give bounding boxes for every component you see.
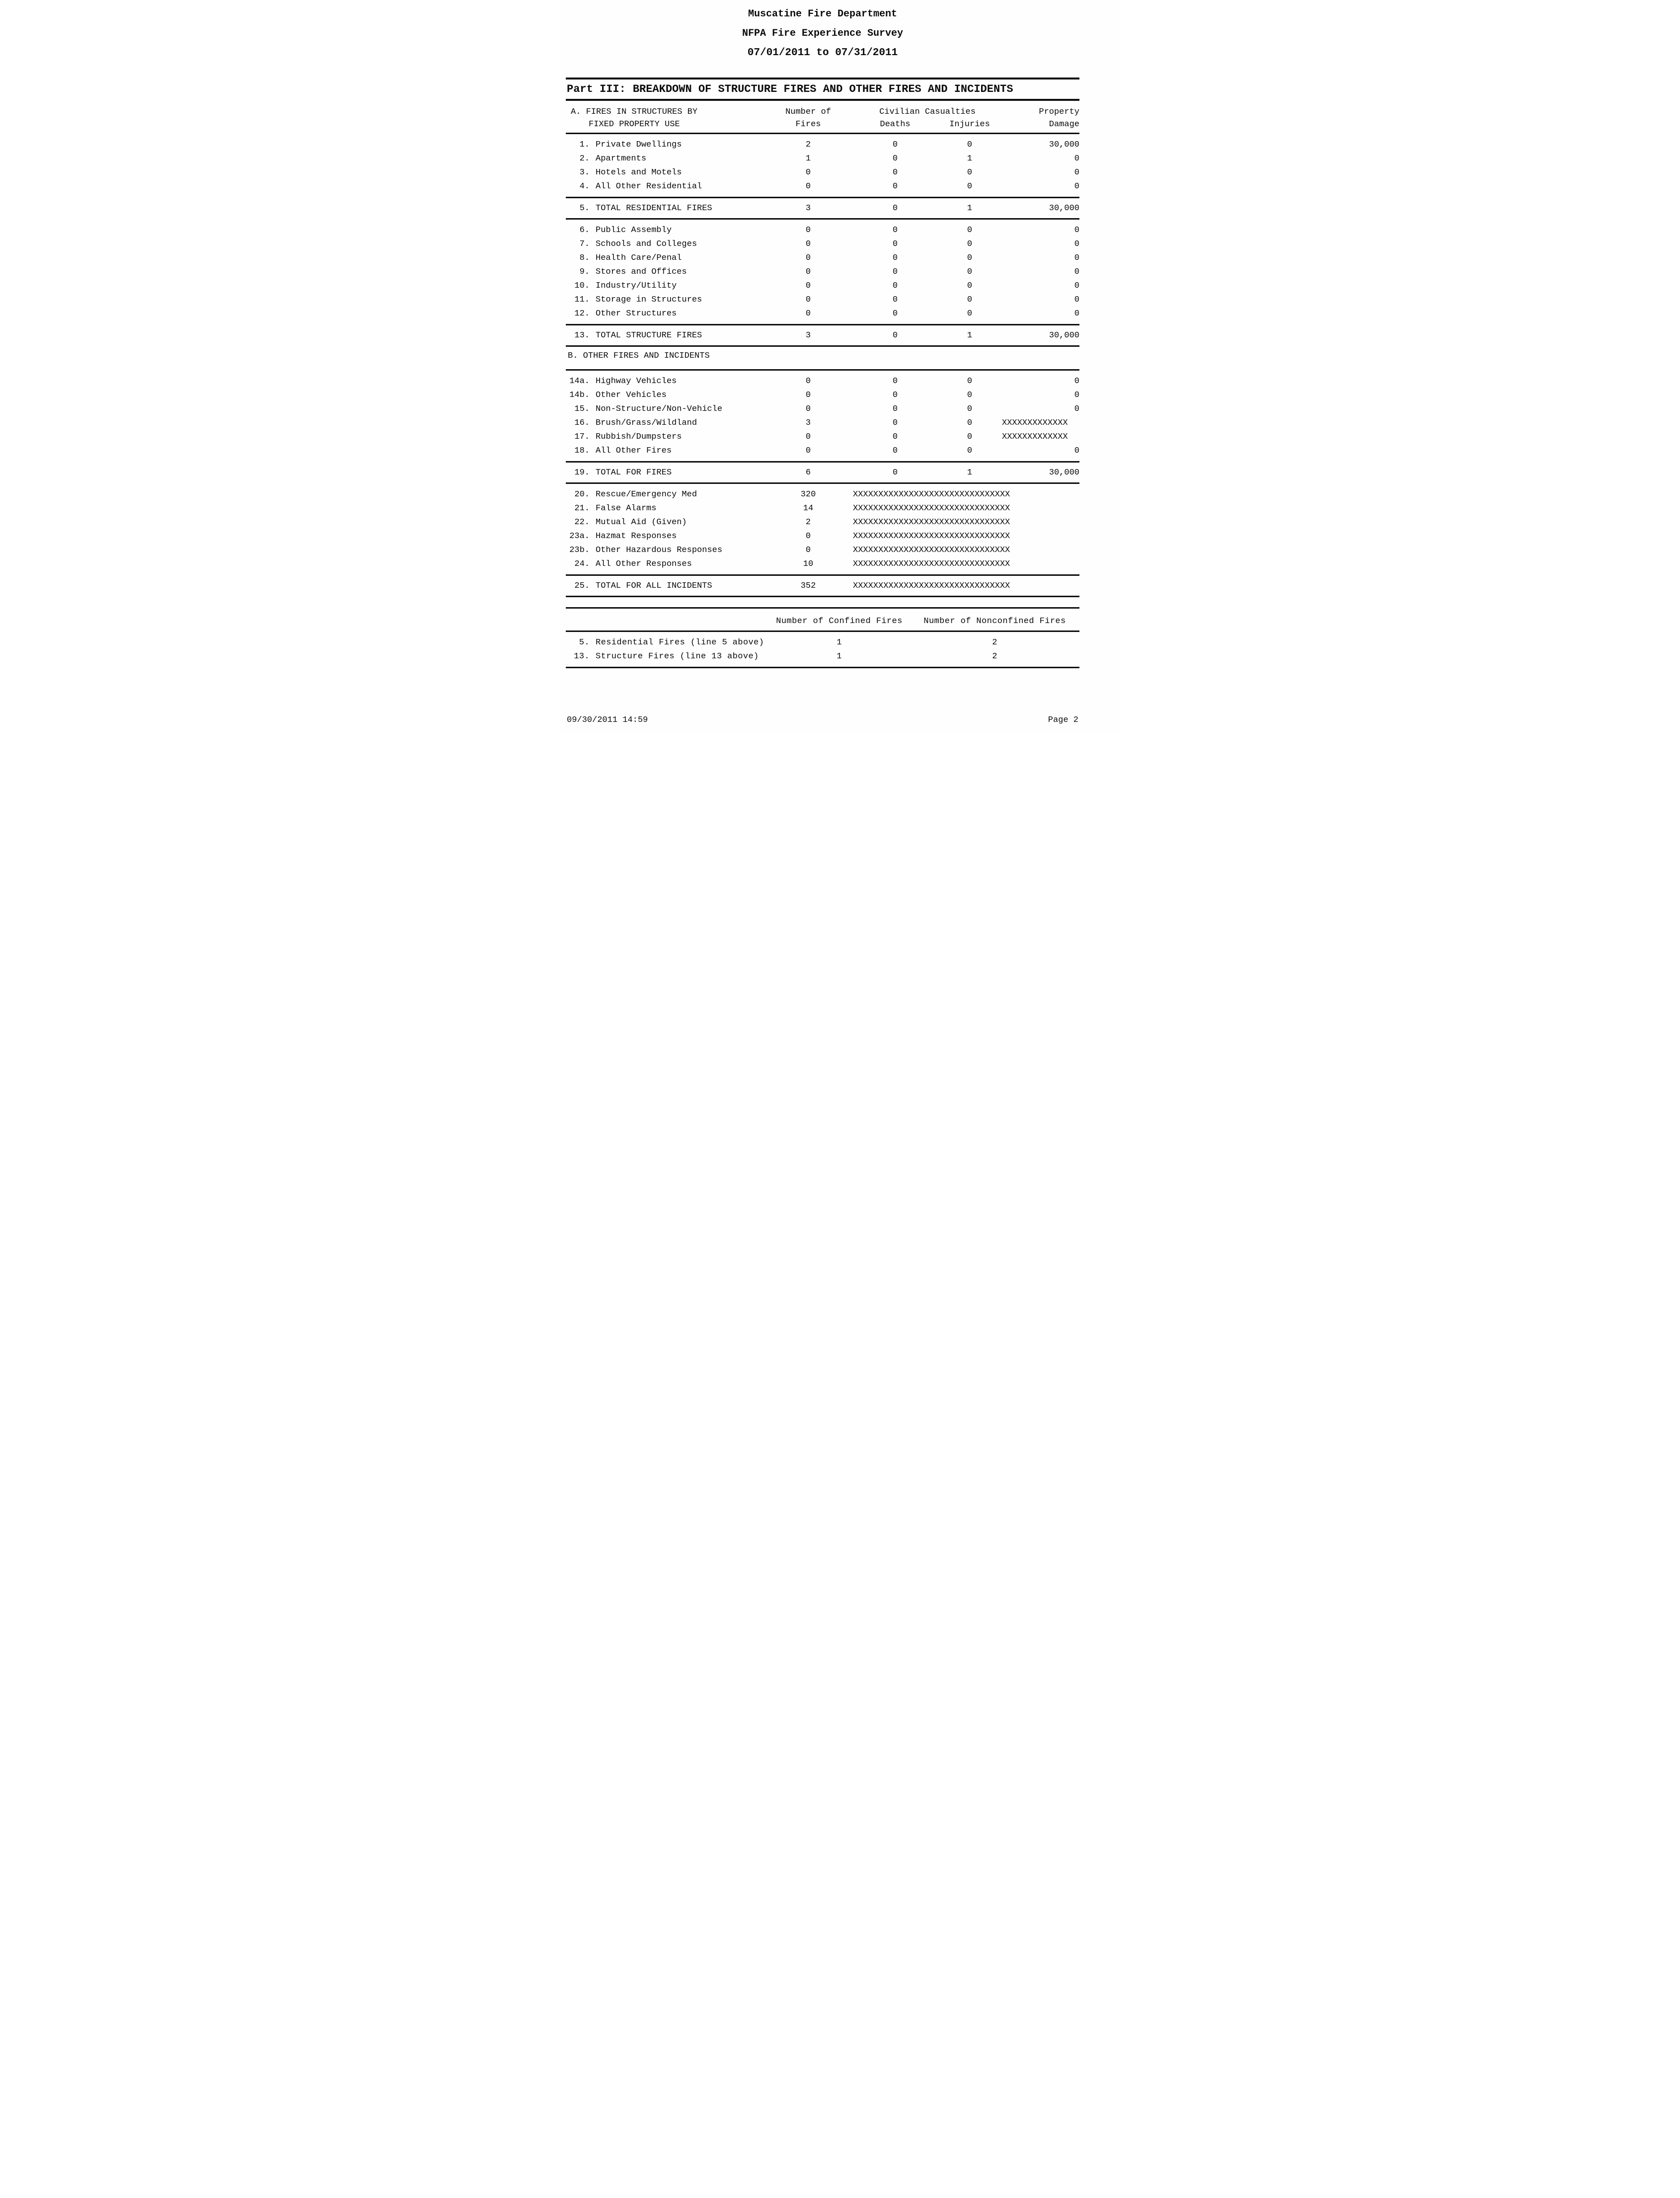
- table-row: [566, 557, 1079, 571]
- injuries-value: 0: [967, 446, 973, 456]
- row-num: 14b.: [569, 390, 590, 400]
- fires-value: 3: [805, 330, 811, 340]
- damage-value: 0: [1074, 376, 1079, 386]
- deaths-value: 0: [892, 267, 898, 277]
- total-all-incidents: [566, 576, 1079, 596]
- row-num: 12.: [574, 309, 590, 318]
- damage-value: 0: [1074, 404, 1079, 414]
- table-row: [566, 374, 1079, 388]
- row-label: TOTAL STRUCTURE FIRES: [596, 330, 702, 340]
- deaths-value: 0: [892, 154, 898, 163]
- table-row: [566, 543, 1079, 557]
- part3-heading: [566, 79, 1079, 99]
- table-row: [566, 649, 1079, 663]
- row-num: 10.: [574, 281, 590, 291]
- confined-table-headers: [566, 609, 1079, 630]
- table-row: [566, 293, 1079, 307]
- fires-value: 0: [805, 309, 811, 318]
- row-num: 5.: [579, 203, 590, 213]
- damage-value: 0: [1074, 225, 1079, 235]
- table-row: [566, 237, 1079, 251]
- deaths-value: 0: [892, 239, 898, 249]
- row-label: Highway Vehicles: [596, 376, 677, 386]
- incident-rows: [566, 484, 1079, 574]
- row-num: 25.: [574, 581, 590, 591]
- deaths-value: 0: [892, 203, 898, 213]
- injuries-value: 0: [967, 140, 973, 150]
- damage-value: 0: [1074, 281, 1079, 291]
- row-num: 14a.: [569, 376, 590, 386]
- deaths-value: 0: [892, 390, 898, 400]
- row-num: 24.: [574, 559, 590, 569]
- confined-value: 1: [837, 651, 842, 661]
- deaths-value: 0: [892, 309, 898, 318]
- deaths-value: 0: [892, 295, 898, 305]
- table-row: [566, 388, 1079, 402]
- row-label: Non-Structure/Non-Vehicle: [596, 404, 723, 414]
- deaths-value: 0: [892, 418, 898, 428]
- table-row: [566, 223, 1079, 237]
- row-label: Industry/Utility: [596, 281, 677, 291]
- fires-value: 0: [805, 404, 811, 414]
- damage-value: 30,000: [1049, 468, 1079, 477]
- table-row: [566, 635, 1079, 649]
- fires-value: 6: [805, 468, 811, 477]
- row-num: 13.: [574, 651, 590, 661]
- fires-value: 0: [805, 181, 811, 191]
- row-num: 22.: [574, 517, 590, 527]
- fires-value: 0: [805, 239, 811, 249]
- total-structure-fires: [566, 325, 1079, 345]
- damage-value: 0: [1074, 181, 1079, 191]
- table-row: [566, 251, 1079, 265]
- row-label: Storage in Structures: [596, 295, 702, 305]
- injuries-value: 0: [967, 281, 973, 291]
- row-num: 2.: [579, 154, 590, 163]
- part3-label: Part III:: [567, 83, 626, 95]
- deaths-value: 0: [892, 167, 898, 177]
- page-footer: [566, 715, 1079, 726]
- section-a-heading-line1: A. FIRES IN STRUCTURES BY: [571, 107, 698, 117]
- deaths-value: 0: [892, 253, 898, 263]
- section-a-heading-line2: FIXED PROPERTY USE: [589, 120, 680, 129]
- col-nonconfined-fires: Number of Nonconfined Fires: [923, 617, 1066, 626]
- table-row: [566, 430, 1079, 444]
- row-label: Other Vehicles: [596, 390, 667, 400]
- row-num: 19.: [574, 468, 590, 477]
- row-num: 17.: [574, 432, 590, 442]
- damage-value: XXXXXXXXXXXXX: [1002, 432, 1068, 442]
- col-property-damage: Property: [1039, 107, 1079, 117]
- fires-value: 0: [805, 253, 811, 263]
- injuries-value: 0: [967, 390, 973, 400]
- table-row: [566, 444, 1079, 458]
- damage-value: XXXXXXXXXXXXX: [1002, 418, 1068, 428]
- row-label: Hotels and Motels: [596, 167, 682, 177]
- row-label: All Other Responses: [596, 559, 692, 569]
- damage-value: 0: [1074, 295, 1079, 305]
- deaths-value: 0: [892, 181, 898, 191]
- row-label: Rubbish/Dumpsters: [596, 432, 682, 442]
- table-row: [566, 515, 1079, 529]
- filler-x: XXXXXXXXXXXXXXXXXXXXXXXXXXXXXXX: [853, 545, 1010, 555]
- count-value: 10: [803, 559, 814, 569]
- print-timestamp: 09/30/2011 14:59: [567, 715, 648, 725]
- deaths-value: 0: [892, 281, 898, 291]
- table-row: [566, 402, 1079, 416]
- row-label: Structure Fires (line 13 above): [596, 651, 759, 661]
- report-period: 07/01/2011 to 07/31/2011: [747, 47, 898, 59]
- damage-value: 0: [1074, 167, 1079, 177]
- table-row: [566, 529, 1079, 543]
- section-a-column-headers: [566, 101, 1079, 133]
- col-fires: Fires: [795, 120, 821, 129]
- filler-x: XXXXXXXXXXXXXXXXXXXXXXXXXXXXXXX: [853, 503, 1010, 513]
- count-value: 2: [805, 517, 811, 527]
- row-label: TOTAL FOR FIRES: [596, 468, 672, 477]
- row-num: 8.: [579, 253, 590, 263]
- row-label: Rescue/Emergency Med: [596, 489, 697, 499]
- table-row: [566, 165, 1079, 179]
- row-label: Stores and Offices: [596, 267, 687, 277]
- deaths-value: 0: [892, 432, 898, 442]
- row-label: Other Structures: [596, 309, 677, 318]
- deaths-value: 0: [892, 404, 898, 414]
- col-civilian-casualties: Civilian Casualties: [879, 107, 976, 117]
- deaths-value: 0: [892, 225, 898, 235]
- row-num: 16.: [574, 418, 590, 428]
- injuries-value: 0: [967, 376, 973, 386]
- injuries-value: 0: [967, 295, 973, 305]
- table-row: [566, 307, 1079, 320]
- fires-value: 0: [805, 167, 811, 177]
- nonconfined-value: 2: [992, 651, 997, 661]
- row-label: TOTAL FOR ALL INCIDENTS: [596, 581, 712, 591]
- part3-title: BREAKDOWN OF STRUCTURE FIRES AND OTHER FIRES AND INCIDENTS: [632, 83, 1013, 95]
- damage-value: 0: [1074, 390, 1079, 400]
- section-b-heading: B. OTHER FIRES AND INCIDENTS: [568, 351, 710, 361]
- table-row: [566, 416, 1079, 430]
- residential-rows: [566, 134, 1079, 197]
- row-label: All Other Residential: [596, 181, 702, 191]
- row-num: 4.: [579, 181, 590, 191]
- divider: [566, 667, 1079, 668]
- row-num: 20.: [574, 489, 590, 499]
- document-title: Muscatine Fire Department: [748, 8, 898, 20]
- other-fire-rows: [566, 371, 1079, 461]
- damage-value: 0: [1074, 267, 1079, 277]
- row-num: 13.: [574, 330, 590, 340]
- injuries-value: 0: [967, 309, 973, 318]
- row-label: Mutual Aid (Given): [596, 517, 687, 527]
- injuries-value: 1: [967, 203, 973, 213]
- injuries-value: 1: [967, 330, 973, 340]
- row-label: Hazmat Responses: [596, 531, 677, 541]
- row-num: 6.: [579, 225, 590, 235]
- count-value: 0: [805, 531, 811, 541]
- damage-value: 30,000: [1049, 203, 1079, 213]
- row-label: Brush/Grass/Wildland: [596, 418, 697, 428]
- count-value: 0: [805, 545, 811, 555]
- fires-value: 0: [805, 432, 811, 442]
- injuries-value: 0: [967, 225, 973, 235]
- col-damage: Damage: [1049, 120, 1079, 129]
- row-num: 1.: [579, 140, 590, 150]
- row-label: Health Care/Penal: [596, 253, 682, 263]
- injuries-value: 0: [967, 239, 973, 249]
- injuries-value: 0: [967, 167, 973, 177]
- damage-value: 0: [1074, 239, 1079, 249]
- injuries-value: 0: [967, 404, 973, 414]
- injuries-value: 0: [967, 418, 973, 428]
- row-label: Private Dwellings: [596, 140, 682, 150]
- filler-x: XXXXXXXXXXXXXXXXXXXXXXXXXXXXXXX: [853, 581, 1010, 591]
- col-deaths: Deaths: [880, 120, 911, 129]
- row-num: 18.: [574, 446, 590, 456]
- spacer: [566, 597, 1079, 607]
- row-num: 7.: [579, 239, 590, 249]
- col-number-of-fires: Number of: [785, 107, 831, 117]
- confined-value: 1: [837, 637, 842, 647]
- injuries-value: 0: [967, 253, 973, 263]
- fires-value: 0: [805, 295, 811, 305]
- injuries-value: 1: [967, 468, 973, 477]
- filler-x: XXXXXXXXXXXXXXXXXXXXXXXXXXXXXXX: [853, 531, 1010, 541]
- count-value: 14: [803, 503, 814, 513]
- deaths-value: 0: [892, 376, 898, 386]
- table-row: [566, 152, 1079, 165]
- row-num: 3.: [579, 167, 590, 177]
- table-row: [566, 138, 1079, 152]
- row-num: 21.: [574, 503, 590, 513]
- fires-value: 3: [805, 203, 811, 213]
- table-row: [566, 265, 1079, 279]
- document-header: [566, 8, 1079, 69]
- document-subtitle: NFPA Fire Experience Survey: [742, 28, 904, 39]
- row-num: 11.: [574, 295, 590, 305]
- row-label: Apartments: [596, 154, 647, 163]
- row-label: Other Hazardous Responses: [596, 545, 723, 555]
- damage-value: 30,000: [1049, 330, 1079, 340]
- damage-value: 0: [1074, 154, 1079, 163]
- col-injuries: Injuries: [949, 120, 990, 129]
- report-page: [560, 0, 1120, 733]
- row-label: Public Assembly: [596, 225, 672, 235]
- row-num: 23b.: [569, 545, 590, 555]
- row-num: 5.: [579, 637, 590, 647]
- table-row: [566, 501, 1079, 515]
- table-row: [566, 279, 1079, 293]
- count-value: 320: [800, 489, 816, 499]
- row-num: 23a.: [569, 531, 590, 541]
- row-label: TOTAL RESIDENTIAL FIRES: [596, 203, 712, 213]
- injuries-value: 0: [967, 432, 973, 442]
- nonconfined-value: 2: [992, 637, 997, 647]
- fires-value: 1: [805, 154, 811, 163]
- deaths-value: 0: [892, 330, 898, 340]
- row-label: All Other Fires: [596, 446, 672, 456]
- filler-x: XXXXXXXXXXXXXXXXXXXXXXXXXXXXXXX: [853, 489, 1010, 499]
- table-row: [566, 179, 1079, 193]
- damage-value: 30,000: [1049, 140, 1079, 150]
- damage-value: 0: [1074, 309, 1079, 318]
- fires-value: 0: [805, 390, 811, 400]
- total-for-fires: [566, 463, 1079, 482]
- filler-x: XXXXXXXXXXXXXXXXXXXXXXXXXXXXXXX: [853, 517, 1010, 527]
- page-number: Page 2: [1048, 715, 1078, 725]
- fires-value: 0: [805, 281, 811, 291]
- injuries-value: 0: [967, 267, 973, 277]
- fires-value: 0: [805, 267, 811, 277]
- injuries-value: 1: [967, 154, 973, 163]
- count-value: 352: [800, 581, 816, 591]
- fires-value: 0: [805, 225, 811, 235]
- injuries-value: 0: [967, 181, 973, 191]
- damage-value: 0: [1074, 446, 1079, 456]
- nonresidential-rows: [566, 220, 1079, 324]
- row-label: Schools and Colleges: [596, 239, 697, 249]
- fires-value: 3: [805, 418, 811, 428]
- damage-value: 0: [1074, 253, 1079, 263]
- filler-x: XXXXXXXXXXXXXXXXXXXXXXXXXXXXXXX: [853, 559, 1010, 569]
- deaths-value: 0: [892, 140, 898, 150]
- fires-value: 2: [805, 140, 811, 150]
- row-num: 9.: [579, 267, 590, 277]
- total-residential-fires: [566, 198, 1079, 218]
- row-num: 15.: [574, 404, 590, 414]
- fires-value: 0: [805, 376, 811, 386]
- confined-table-rows: [566, 632, 1079, 667]
- fires-value: 0: [805, 446, 811, 456]
- deaths-value: 0: [892, 468, 898, 477]
- table-row: [566, 487, 1079, 501]
- row-label: Residential Fires (line 5 above): [596, 637, 764, 647]
- col-confined-fires: Number of Confined Fires: [776, 617, 903, 626]
- deaths-value: 0: [892, 446, 898, 456]
- row-label: False Alarms: [596, 503, 657, 513]
